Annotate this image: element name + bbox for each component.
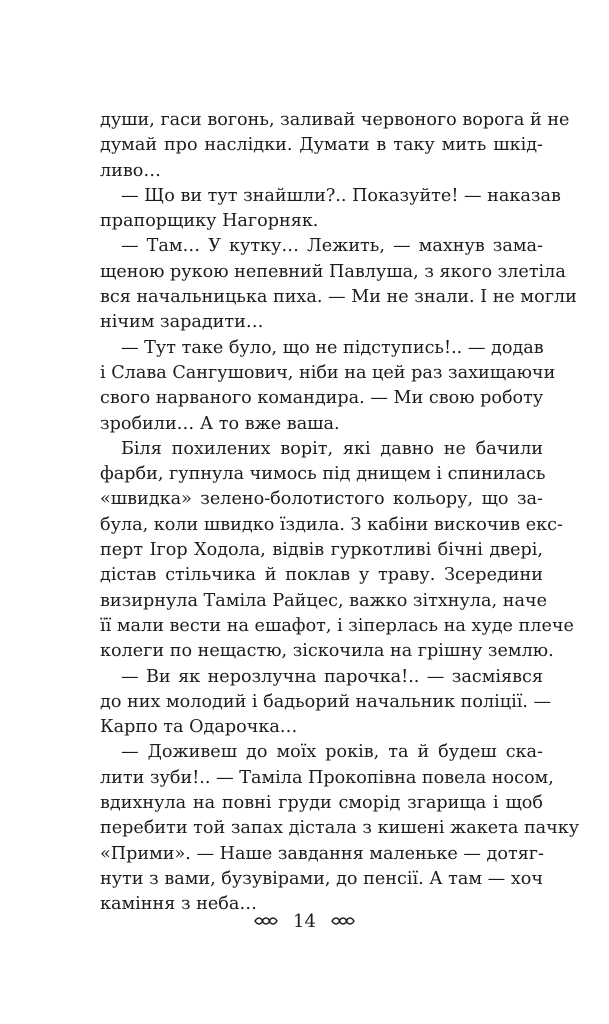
- text-line: Карпо та Одарочка…: [100, 717, 298, 738]
- ornament-left-icon: [253, 915, 279, 927]
- text-line: нути з вами, бузувірами, до пенсії. А там — хоч: [100, 868, 544, 889]
- text-line: колеги по нещастю, зіскочила на грішну землю.: [100, 641, 554, 662]
- text-line: її мали вести на ешафот, і зіперлась на худе плече: [100, 615, 574, 636]
- text-line: визирнула Таміла Райцес, важко зітхнула, наче: [100, 590, 547, 611]
- text-line: лити зуби!.. — Таміла Прокопівна повела носом,: [100, 767, 554, 788]
- text-line: — Там… У кутку… Лежить, — махнув зама-: [121, 236, 543, 257]
- text-line: фарби, гупнула чимось під днищем і спинилась: [100, 464, 546, 485]
- text-line: Біля похилених воріт, які давно не бачили: [121, 438, 543, 459]
- text-line: і Слава Сангушович, ніби на цей раз захищаючи: [100, 362, 556, 383]
- text-line: зробили… А то вже ваша.: [100, 413, 340, 434]
- page-number: 14: [293, 910, 316, 932]
- text-line: ливо…: [100, 160, 161, 181]
- text-line: до них молодий і бадьорий начальник поліції. —: [100, 691, 552, 712]
- text-line: — Що ви тут знайшли?.. Показуйте! — наказав: [121, 185, 561, 206]
- page-footer: [0, 910, 609, 932]
- text-line: «Прими». — Наше завдання маленьке — дотяг-: [100, 843, 544, 864]
- text-line: — Ви як нерозлучна парочка!.. — засміявся: [121, 666, 543, 687]
- text-line: прапорщику Нагорняк.: [100, 211, 319, 232]
- text-line: перт Ігор Ходола, відвів гуркотливі бічні двері,: [100, 540, 543, 561]
- text-line: «швидка» зелено-болотистого кольору, що за-: [100, 489, 543, 510]
- text-line: свого нарваного командира. — Ми свою роботу: [100, 388, 544, 409]
- paragraph: [100, 108, 570, 184]
- text-line: перебити той запах дістала з кишені жакета пачку: [100, 818, 580, 839]
- paragraph: [100, 336, 556, 437]
- text-line: души, гаси вогонь, заливай червоного ворога й не: [100, 110, 570, 130]
- paragraph: [100, 184, 561, 235]
- text-line: дістав стільчика й поклав у траву. Зсередини: [100, 565, 543, 586]
- text-line: думай про наслідки. Думати в таку мить шкід-: [100, 135, 543, 156]
- text-line: нічим зарадити…: [100, 312, 264, 333]
- paragraph: [100, 437, 574, 665]
- body-text: [100, 108, 580, 918]
- paragraph: [100, 740, 580, 917]
- text-line: каміння з неба…: [100, 894, 257, 915]
- text-line: щеною рукою непевний Павлуша, з якого злетіла: [100, 261, 566, 282]
- paragraph: [100, 665, 552, 741]
- text-line: вся начальницька пиха. — Ми не знали. І не могли: [100, 287, 577, 308]
- text-line: була, коли швидко їздила. З кабіни вискочив екс-: [100, 514, 563, 535]
- text-line: — Тут таке було, що не підступись!.. — додав: [121, 337, 544, 358]
- paragraph: [100, 234, 577, 335]
- text-line: — Доживеш до моїх років, та й будеш ска-: [121, 742, 543, 763]
- text-line: вдихнула на повні груди сморід згарища і щоб: [100, 793, 543, 814]
- ornament-right-icon: [330, 915, 356, 927]
